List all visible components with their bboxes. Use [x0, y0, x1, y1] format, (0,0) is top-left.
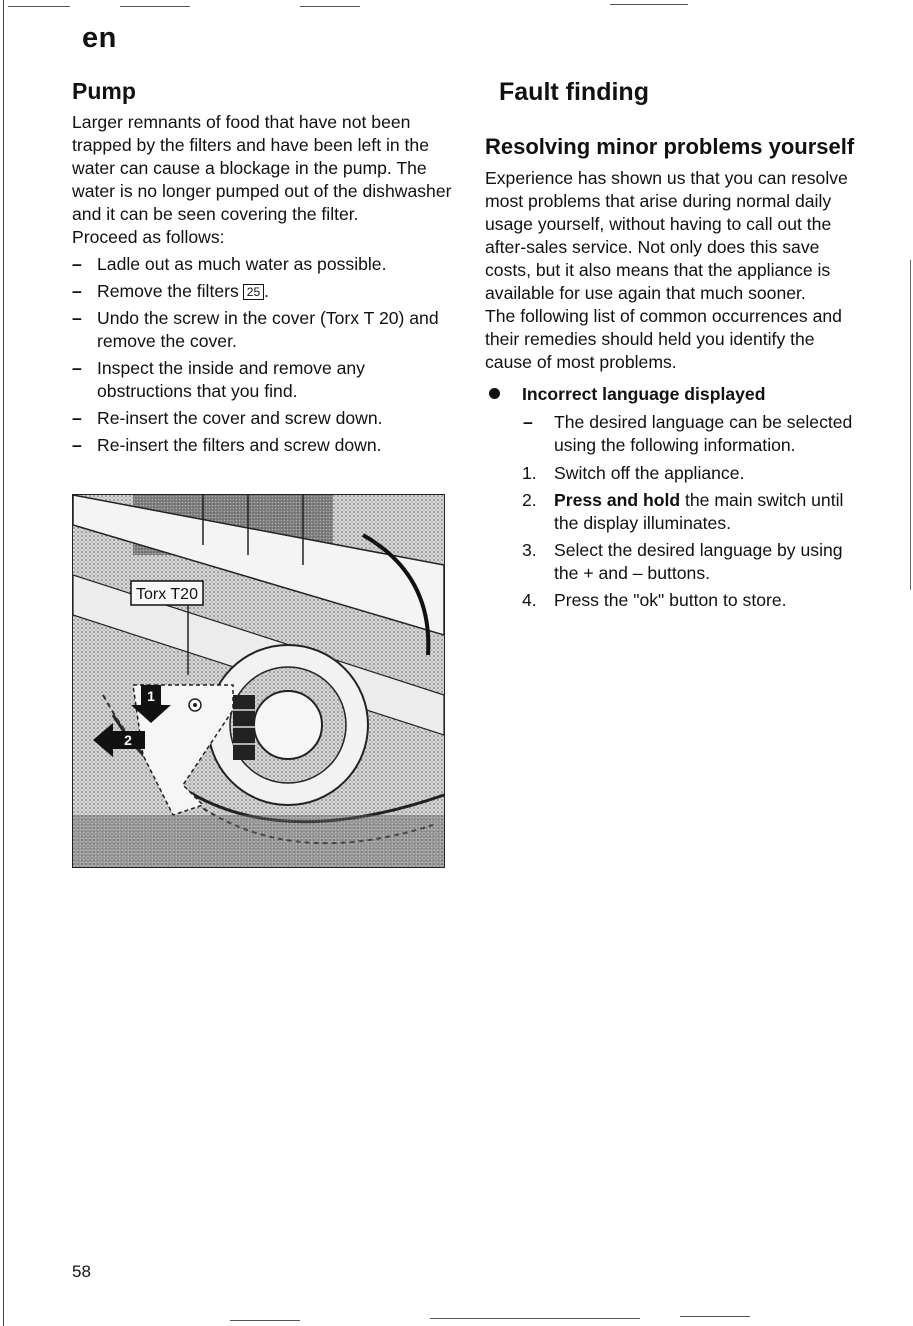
pump-intro: Larger remnants of food that have not been trapped by the filters and have been left in the water can cause a blockage in the pump. The water is no longer pumped out of the dishwasher and it can be seen covering the filter.	[72, 112, 452, 224]
scan-line	[430, 1318, 640, 1319]
list-item: – Undo the screw in the cover (Torx T 20) and remove the cover.	[72, 307, 452, 353]
fault-finding-section	[485, 78, 865, 616]
scan-edge-right	[910, 260, 911, 590]
tool-label: Torx T20	[136, 586, 198, 603]
list-item: – Re-insert the cover and screw down.	[72, 407, 452, 430]
list-item: – Re-insert the filters and screw down.	[72, 434, 452, 457]
language-steps	[485, 462, 865, 612]
fault-finding-title: Fault finding	[499, 78, 649, 106]
list-item: 1. Switch off the appliance.	[522, 463, 745, 483]
list-item: 2. Press and hold the main switch until the display illuminates.	[522, 490, 844, 533]
resolving-subtitle: Resolving minor problems yourself	[485, 134, 855, 159]
list-item: – Ladle out as much water as possible.	[72, 253, 452, 276]
issue-heading: Incorrect language displayed	[485, 383, 865, 406]
scan-line	[230, 1320, 300, 1321]
scan-line	[120, 6, 190, 7]
arrow-1-label: 1	[147, 688, 155, 704]
figure-ref-box: 25	[243, 284, 264, 300]
pump-cover-illustration	[72, 494, 445, 868]
page-number: 58	[72, 1262, 91, 1281]
scan-line	[610, 4, 688, 5]
list-item: 4. Press the "ok" button to store.	[522, 590, 787, 610]
list-item: 3. Select the desired language by using the + and – buttons.	[522, 540, 843, 583]
proceed-text: Proceed as follows:	[72, 227, 225, 247]
pump-section	[72, 78, 452, 461]
list-intro-paragraph: The following list of common occurrences and their remedies should held you identify the cause of most problems.	[485, 306, 842, 372]
arrow-2-label: 2	[124, 732, 132, 748]
pump-title: Pump	[72, 78, 136, 104]
scan-line	[8, 6, 70, 7]
scan-edge-left	[3, 0, 4, 1326]
pump-steps	[72, 253, 452, 457]
scan-line	[300, 6, 360, 7]
experience-paragraph: Experience has shown us that you can resolve most problems that arise during normal daily usage yourself, without having to call out the after-sales service. Not only does this save costs, but it also means that the appliance is available for use again that much sooner.	[485, 168, 848, 303]
language-tag: en	[82, 22, 117, 54]
list-item: – Remove the filters 25 .	[72, 280, 452, 303]
issue-note: – The desired language can be selected using the following information.	[485, 411, 865, 457]
list-item: – Inspect the inside and remove any obstructions that you find.	[72, 357, 452, 403]
scan-line	[680, 1316, 750, 1317]
